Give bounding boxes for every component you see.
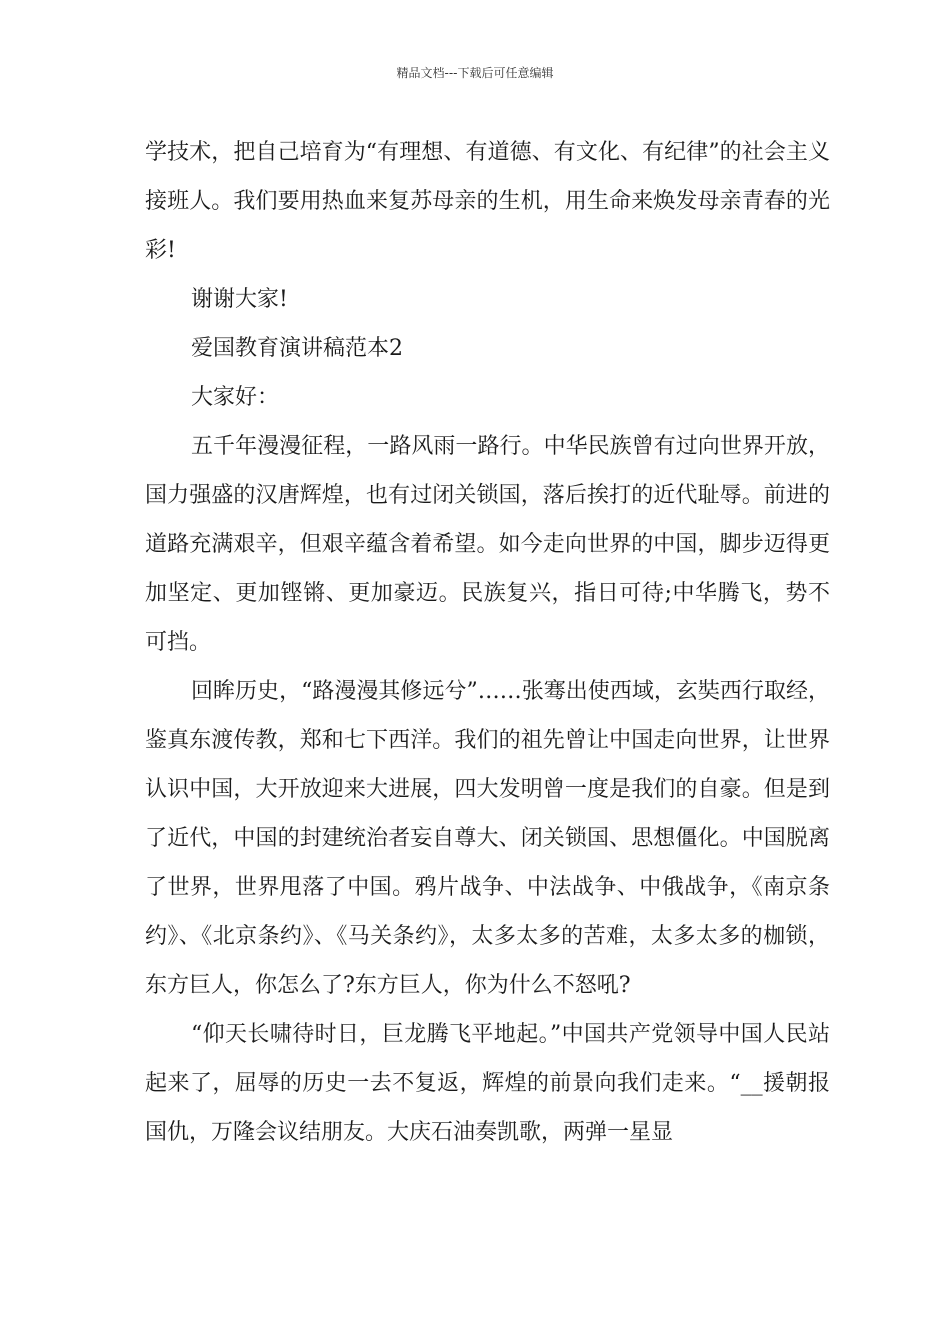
paragraph-4: “仰天长啸待时日，巨龙腾飞平地起。”中国共产党领导中国人民站起来了，屈辱的历史一去不复返，辉煌的前景向我们走来。“__援朝报国仇，万隆会议结朋友。大庆石油奏凯歌，两弹一星显 <box>145 1022 830 1145</box>
paragraph-thanks: 谢谢大家! <box>191 287 288 312</box>
page-header: 精品文档---下载后可任意编辑 <box>396 66 554 80</box>
paragraph-1: 学技术，把自己培育为“有理想、有道德、有文化、有纪律”的社会主义接班人。我们要用热血来复苏母亲的生机，用生命来焕发母亲青春的光彩! <box>145 140 830 263</box>
document-body <box>145 128 830 1157</box>
greeting: 大家好： <box>191 385 280 410</box>
paragraph-2: 五千年漫漫征程，一路风雨一路行。中华民族曾有过向世界开放，国力强盛的汉唐辉煌，也有过闭关锁国，落后挨打的近代耻辱。前进的道路充满艰辛，但艰辛蕴含着希望。如今走向世界的中国，脚步迈得更加坚定、更加铿锵、更加豪迈。民族复兴，指日可待;中华腾飞，势不可挡。 <box>145 434 830 655</box>
paragraph-3: 回眸历史，“路漫漫其修远兮”……张骞出使西域，玄奘西行取经，鉴真东渡传教，郑和七下西洋。我们的祖先曾让中国走向世界，让世界认识中国，大开放迎来大进展，四大发明曾一度是我们的自豪。但是到了近代，中国的封建统治者妄自尊大、闭关锁国、思想僵化。中国脱离了世界，世界甩落了中国。鸦片战争、中法战争、中俄战争，《南京条约》、《北京条约》、《马关条约》，太多太多的苦难，太多太多的枷锁，东方巨人，你怎么了?东方巨人，你为什么不怒吼? <box>145 679 830 998</box>
section-title: 爱国教育演讲稿范本2 <box>191 336 403 361</box>
